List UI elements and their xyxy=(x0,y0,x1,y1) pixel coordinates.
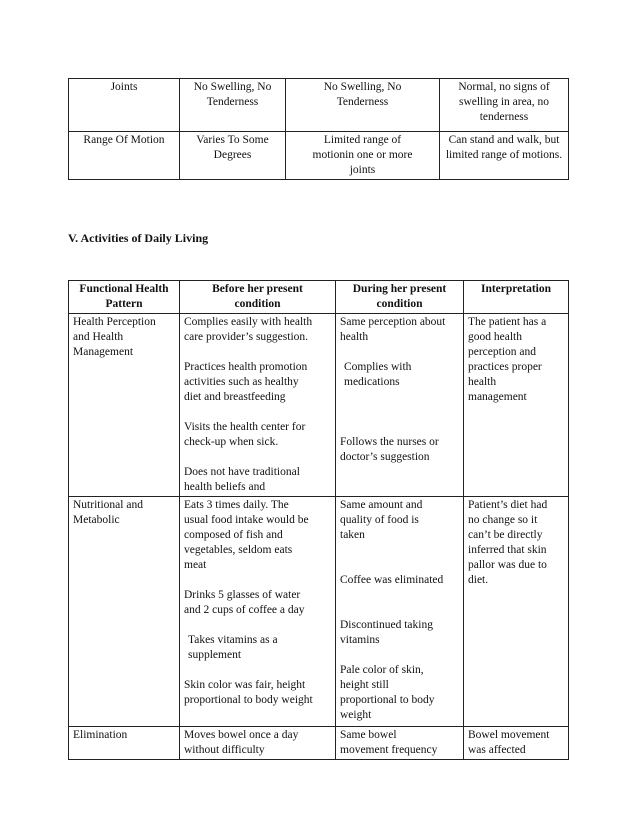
before-text: Visits the health center for check-up when sick. xyxy=(184,421,306,448)
during-text: Discontinued taking vitamins xyxy=(340,619,433,646)
column-header: Interpretation xyxy=(464,281,569,314)
interpretation-cell: Patient’s diet had no change so it can’t be directly inferred that skin pallor was due to diet. xyxy=(464,497,569,727)
column-header: Before her present condition xyxy=(180,281,336,314)
during-text: Follows the nurses or doctor’s suggestion xyxy=(340,436,439,463)
during-text: Same perception about health xyxy=(340,316,446,343)
pattern-cell: Nutritional and Metabolic xyxy=(69,497,180,727)
table-row xyxy=(69,497,569,727)
table-cell: Limited range of motionin one or more joints xyxy=(286,132,440,180)
table-cell: Can stand and walk, but limited range of motions. xyxy=(440,132,569,180)
during-text: Coffee was eliminated xyxy=(340,574,444,586)
pattern-cell: Health Perception and Health Management xyxy=(69,314,180,497)
during-cell xyxy=(336,497,464,727)
table-row xyxy=(69,314,569,497)
before-cell xyxy=(180,314,336,497)
table-cell: Normal, no signs of swelling in area, no tenderness xyxy=(440,79,569,132)
during-text xyxy=(340,558,459,573)
table-header-row xyxy=(69,281,569,314)
before-text: Practices health promotion activities such as healthy diet and breastfeeding xyxy=(184,361,308,403)
before-text: Does not have traditional health beliefs and xyxy=(184,466,300,493)
during-text: Pale color of skin, height still proportional to body weight xyxy=(340,664,435,721)
body-assessment-table xyxy=(68,78,569,180)
before-cell xyxy=(180,727,336,760)
during-cell xyxy=(336,314,464,497)
interpretation-cell: Bowel movement was affected xyxy=(464,727,569,760)
before-text: Drinks 5 glasses of water and 2 cups of coffee a day xyxy=(184,589,305,616)
table-cell: No Swelling, No Tenderness xyxy=(180,79,286,132)
table-row xyxy=(69,727,569,760)
table-row xyxy=(69,132,569,180)
during-cell xyxy=(336,727,464,760)
column-header: Functional Health Pattern xyxy=(69,281,180,314)
before-text: Takes vitamins as a supplement xyxy=(188,634,278,661)
table-row xyxy=(69,79,569,132)
section-heading: V. Activities of Daily Living xyxy=(68,231,209,245)
pattern-cell: Elimination xyxy=(69,727,180,760)
during-text xyxy=(340,405,459,420)
during-text: Same bowel movement frequency xyxy=(340,729,438,756)
during-text: Complies with medications xyxy=(344,361,412,388)
during-text: Same amount and quality of food is taken xyxy=(340,499,423,541)
adl-table xyxy=(68,280,569,760)
table-cell: Joints xyxy=(69,79,180,132)
before-text: Complies easily with health care provider’s suggestion. xyxy=(184,316,313,343)
interpretation-cell: The patient has a good health perception and practices proper health management xyxy=(464,314,569,497)
table-cell: No Swelling, No Tenderness xyxy=(286,79,440,132)
before-text: Skin color was fair, height proportional to body weight xyxy=(184,679,313,706)
table-cell: Range Of Motion xyxy=(69,132,180,180)
before-text: Moves bowel once a day without difficulty xyxy=(184,729,299,756)
column-header: During her present condition xyxy=(336,281,464,314)
before-cell xyxy=(180,497,336,727)
table-cell: Varies To Some Degrees xyxy=(180,132,286,180)
before-text: Eats 3 times daily. The usual food intake would be composed of fish and vegetables, seldom eats meat xyxy=(184,499,309,571)
